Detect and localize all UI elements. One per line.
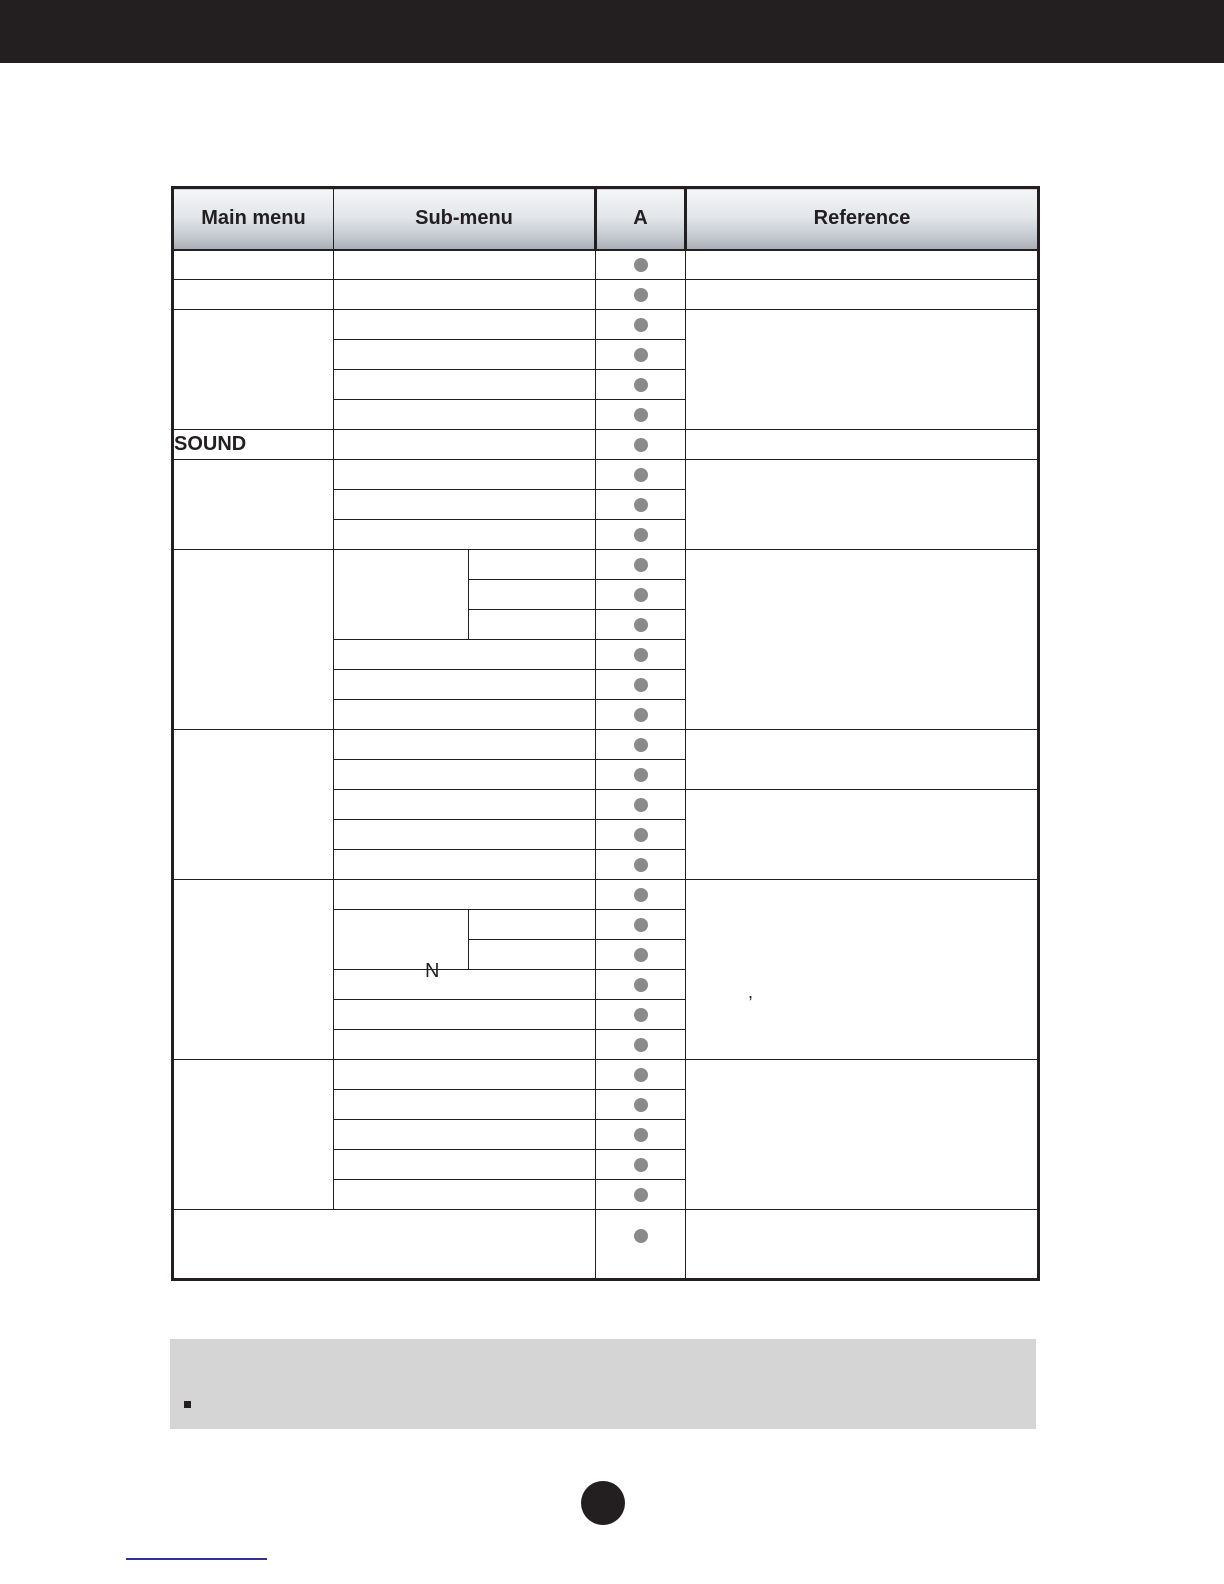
availability-cell bbox=[596, 850, 686, 880]
sub-sub-menu-cell bbox=[469, 550, 596, 580]
sub-menu-group-cell bbox=[334, 910, 469, 970]
availability-cell bbox=[596, 1090, 686, 1120]
main-menu-cell bbox=[173, 550, 334, 730]
sub-menu-cell bbox=[334, 460, 596, 490]
availability-dot-icon bbox=[634, 258, 648, 272]
sub-sub-menu-cell bbox=[469, 610, 596, 640]
availability-cell bbox=[596, 1120, 686, 1150]
availability-dot-icon bbox=[634, 378, 648, 392]
table-row bbox=[173, 730, 1039, 760]
table-row bbox=[173, 250, 1039, 280]
availability-dot-icon bbox=[634, 888, 648, 902]
table-row bbox=[173, 460, 1039, 490]
main-menu-cell bbox=[173, 880, 334, 1060]
sub-menu-cell bbox=[334, 280, 596, 310]
table-row bbox=[173, 1210, 1039, 1280]
availability-dot-icon bbox=[634, 1229, 648, 1243]
table-row bbox=[173, 310, 1039, 340]
sub-menu-cell bbox=[334, 1120, 596, 1150]
sub-menu-cell bbox=[334, 970, 596, 1000]
sub-menu-cell bbox=[334, 340, 596, 370]
sub-menu-cell bbox=[334, 820, 596, 850]
availability-dot-icon bbox=[634, 768, 648, 782]
availability-dot-icon bbox=[634, 918, 648, 932]
availability-dot-icon bbox=[634, 558, 648, 572]
sub-sub-menu-cell bbox=[469, 580, 596, 610]
availability-dot-icon bbox=[634, 678, 648, 692]
sub-menu-cell bbox=[334, 730, 596, 760]
header-main-menu: Main menu bbox=[173, 188, 334, 250]
table-row bbox=[173, 1060, 1039, 1090]
availability-dot-icon bbox=[634, 1098, 648, 1112]
availability-cell bbox=[596, 370, 686, 400]
sub-menu-cell bbox=[334, 490, 596, 520]
menu-table bbox=[171, 186, 1040, 1281]
footer-link-line bbox=[126, 1558, 267, 1560]
sub-sub-menu-cell bbox=[469, 940, 596, 970]
main-menu-cell bbox=[173, 460, 334, 550]
availability-dot-icon bbox=[634, 858, 648, 872]
availability-dot-icon bbox=[634, 1008, 648, 1022]
availability-dot-icon bbox=[634, 708, 648, 722]
availability-dot-icon bbox=[634, 1068, 648, 1082]
availability-cell bbox=[596, 730, 686, 760]
sub-menu-cell bbox=[334, 1000, 596, 1030]
availability-cell bbox=[596, 250, 686, 280]
stray-letter: N bbox=[425, 960, 440, 982]
availability-cell bbox=[596, 790, 686, 820]
main-menu-sound: SOUND bbox=[173, 430, 334, 460]
availability-cell bbox=[596, 1180, 686, 1210]
availability-dot-icon bbox=[634, 438, 648, 452]
bullet-icon bbox=[184, 1401, 191, 1408]
availability-dot-icon bbox=[634, 408, 648, 422]
availability-cell bbox=[596, 340, 686, 370]
availability-cell bbox=[596, 460, 686, 490]
availability-dot-icon bbox=[634, 498, 648, 512]
table-row bbox=[173, 550, 1039, 580]
availability-cell bbox=[596, 550, 686, 580]
availability-dot-icon bbox=[634, 348, 648, 362]
availability-cell bbox=[596, 880, 686, 910]
availability-dot-icon bbox=[634, 468, 648, 482]
availability-cell bbox=[596, 940, 686, 970]
availability-cell bbox=[596, 1000, 686, 1030]
sub-menu-cell bbox=[334, 1150, 596, 1180]
availability-dot-icon bbox=[634, 978, 648, 992]
availability-dot-icon bbox=[634, 1158, 648, 1172]
header-column-a: A bbox=[596, 188, 686, 250]
availability-dot-icon bbox=[634, 288, 648, 302]
sub-menu-cell bbox=[334, 790, 596, 820]
availability-cell bbox=[596, 910, 686, 940]
availability-dot-icon bbox=[634, 618, 648, 632]
sub-menu-cell bbox=[334, 700, 596, 730]
main-menu-cell bbox=[173, 250, 334, 280]
availability-cell bbox=[596, 580, 686, 610]
main-menu-cell bbox=[173, 1210, 596, 1280]
availability-dot-icon bbox=[634, 1038, 648, 1052]
availability-cell bbox=[596, 640, 686, 670]
reference-cell bbox=[686, 310, 1039, 430]
availability-cell bbox=[596, 970, 686, 1000]
table-row bbox=[173, 430, 1039, 460]
header-sub-menu: Sub-menu bbox=[334, 188, 596, 250]
availability-cell bbox=[596, 1030, 686, 1060]
stray-comma: , bbox=[748, 982, 754, 1002]
availability-dot-icon bbox=[634, 1128, 648, 1142]
reference-cell bbox=[686, 1210, 1039, 1280]
reference-cell bbox=[686, 460, 1039, 550]
sub-sub-menu-cell bbox=[469, 910, 596, 940]
reference-cell bbox=[686, 1060, 1039, 1210]
sub-menu-cell bbox=[334, 310, 596, 340]
sub-menu-cell bbox=[334, 1030, 596, 1060]
availability-dot-icon bbox=[634, 798, 648, 812]
reference-cell bbox=[686, 730, 1039, 790]
availability-dot-icon bbox=[634, 828, 648, 842]
main-menu-cell bbox=[173, 730, 334, 880]
availability-dot-icon bbox=[634, 1188, 648, 1202]
sub-menu-cell bbox=[334, 1060, 596, 1090]
sub-menu-cell bbox=[334, 880, 596, 910]
sub-menu-cell bbox=[334, 370, 596, 400]
availability-cell bbox=[596, 610, 686, 640]
table-header-row bbox=[173, 188, 1039, 250]
availability-cell bbox=[596, 670, 686, 700]
availability-dot-icon bbox=[634, 948, 648, 962]
header-reference: Reference bbox=[686, 188, 1039, 250]
table-row bbox=[173, 880, 1039, 910]
sub-menu-cell bbox=[334, 640, 596, 670]
availability-cell bbox=[596, 310, 686, 340]
availability-cell bbox=[596, 1060, 686, 1090]
sub-menu-cell bbox=[334, 250, 596, 280]
main-menu-cell bbox=[173, 310, 334, 430]
availability-cell bbox=[596, 1210, 686, 1280]
sub-menu-cell bbox=[334, 400, 596, 430]
availability-cell bbox=[596, 430, 686, 460]
reference-cell bbox=[686, 280, 1039, 310]
main-menu-cell bbox=[173, 280, 334, 310]
availability-cell bbox=[596, 280, 686, 310]
page-number-badge bbox=[581, 1481, 625, 1525]
reference-cell bbox=[686, 250, 1039, 280]
reference-cell bbox=[686, 880, 1039, 1060]
note-box bbox=[170, 1339, 1036, 1429]
reference-cell bbox=[686, 790, 1039, 880]
availability-cell bbox=[596, 820, 686, 850]
availability-cell bbox=[596, 400, 686, 430]
reference-cell bbox=[686, 430, 1039, 460]
sub-menu-cell bbox=[334, 1180, 596, 1210]
sub-menu-cell bbox=[334, 430, 596, 460]
sub-menu-group-cell bbox=[334, 550, 469, 640]
sub-menu-cell bbox=[334, 520, 596, 550]
availability-cell bbox=[596, 1150, 686, 1180]
availability-dot-icon bbox=[634, 318, 648, 332]
availability-dot-icon bbox=[634, 738, 648, 752]
availability-dot-icon bbox=[634, 588, 648, 602]
sub-menu-cell bbox=[334, 1090, 596, 1120]
availability-dot-icon bbox=[634, 648, 648, 662]
header-band bbox=[0, 0, 1224, 63]
sub-menu-cell bbox=[334, 850, 596, 880]
availability-cell bbox=[596, 760, 686, 790]
table-row bbox=[173, 280, 1039, 310]
main-menu-cell bbox=[173, 1060, 334, 1210]
availability-cell bbox=[596, 520, 686, 550]
availability-cell bbox=[596, 700, 686, 730]
availability-dot-icon bbox=[634, 528, 648, 542]
availability-cell bbox=[596, 490, 686, 520]
sub-menu-cell bbox=[334, 760, 596, 790]
reference-cell bbox=[686, 550, 1039, 730]
sub-menu-cell bbox=[334, 670, 596, 700]
